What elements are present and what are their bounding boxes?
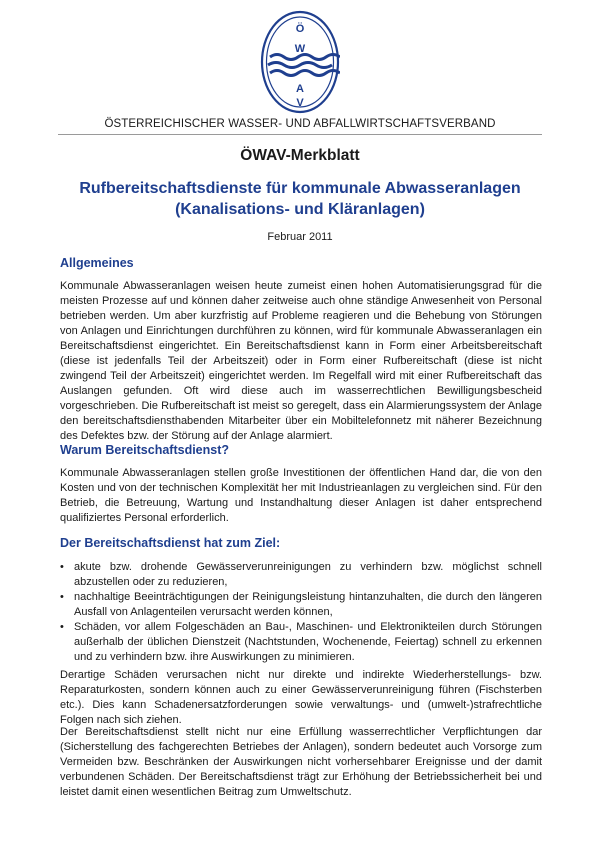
header-divider [58, 134, 542, 135]
heading-ziel: Der Bereitschaftsdienst hat zum Ziel: [60, 536, 281, 550]
svg-text:A: A [296, 83, 304, 95]
heading-allgemeines: Allgemeines [60, 256, 134, 270]
bullet-icon: • [60, 621, 64, 633]
paragraph-warum: Kommunale Abwasseranlagen stellen große Investitionen der öffentlichen Hand dar, die von den Kosten und von der technischen Komplexität her mit Industrieanlagen zu vergleichen sind. Für den Betrieb, die Betreuung, Wartung und Instandhaltung dieser Anlagen ist daher entsprechend qualifiziertes Personal erforderlich. [60, 467, 542, 524]
document-date: Februar 2011 [267, 231, 333, 243]
paragraph-vorsorge: Der Bereitschaftsdienst stellt nicht nur eine Erfüllung wasserrechtlicher Verpflichtungen dar (Sicherstellung des fachgerechten Betriebes der Anlagen), sondern bedeutet auch Vorsorge zum Vermeiden bzw. Beschränken der Auswirkungen nicht vorhersehbarer Ereignisse und der damit verbundenen Schäden. Der Bereitschaftsdienst trägt zur Erhöhung der Betriebssicherheit bei und leistet damit einen wesentlichen Beitrag zum Umweltschutz. [60, 726, 542, 798]
svg-text:Ö: Ö [295, 23, 305, 35]
paragraph-schaeden: Derartige Schäden verursachen nicht nur direkte und indirekte Wiederherstellungs- bzw. Reparaturkosten, sondern können auch zu einer Gewässerverunreinigung führen (Fischsterben etc.). Dies kann Schadenersatzforderungen sowie verwaltungs- und (umwelt-)strafrechtliche Folgen nach sich ziehen. [60, 669, 542, 726]
title-line-2: (Kanalisations- und Kläranlagen) [175, 201, 425, 218]
list-item: • Schäden, vor allem Folgeschäden an Bau-, Maschinen- und Elektronikteilen durch Störungen außerhalb der üblichen Dienstzeit (Nachtstunden, Wochenende, Feiertag) schnell zu erkennen und zu verhindern bzw. ihre Auswirkungen zu minimieren. [60, 621, 542, 663]
svg-text:W: W [294, 43, 306, 55]
document-title [60, 178, 540, 220]
bullet-icon: • [60, 561, 64, 573]
title-line-1: Rufbereitschaftsdienste für kommunale Abwasseranlagen [79, 180, 521, 197]
organization-name: ÖSTERREICHISCHER WASSER- UND ABFALLWIRTSCHAFTSVERBAND [104, 118, 496, 130]
list-item: • nachhaltige Beeinträchtigungen der Reinigungsleistung hintanzuhalten, die durch den längeren Ausfall von Anlagenteilen verursacht werden können, [60, 591, 542, 618]
goal-list [60, 560, 542, 665]
heading-warum: Warum Bereitschaftsdienst? [60, 443, 230, 457]
list-item: • akute bzw. drohende Gewässerverunreinigungen zu verhindern bzw. möglichst schnell abzustellen oder zu reduzieren, [60, 561, 542, 588]
owav-logo [260, 10, 340, 114]
document-series: ÖWAV-Merkblatt [240, 147, 360, 164]
paragraph-allgemeines: Kommunale Abwasseranlagen weisen heute zumeist einen hohen Automatisierungsgrad für die meisten Prozesse auf und können daher zeitweise auch ohne ständige Anwesenheit von Personal betrieben werden. Um aber kurzfristig auf Probleme reagieren und die Behebung von Störungen von Anlagen und Einrichtungen durchführen zu können, wird für kommunale Abwasseranlagen ein Bereitschaftsdienst eingerichtet. Ein Bereitschaftsdienst kann in Form einer Arbeitsbereitschaft (diese ist jedenfalls Teil der Arbeitszeit) oder in Form einer Rufbereitschaft (diese ist nicht zwingend Teil der Arbeitszeit) eingerichtet werden. Im Regelfall wird mit einer Rufbereitschaft das Auslangen gefunden. Oft wird diese auch im wasserrechtlichen Bewilligungsbescheid vorgeschrieben. Die Rufbereitschaft ist meist so geregelt, dass ein Alarmierungssystem der Anlage den bereitschaftsdiensthabenden Mitarbeiter über ein Mobiltelefonnetz mit näherer Bezeichnung des Defektes bzw. der Störung auf der Anlage alarmiert. [60, 280, 542, 442]
svg-text:V: V [296, 97, 304, 109]
bullet-icon: • [60, 591, 64, 603]
